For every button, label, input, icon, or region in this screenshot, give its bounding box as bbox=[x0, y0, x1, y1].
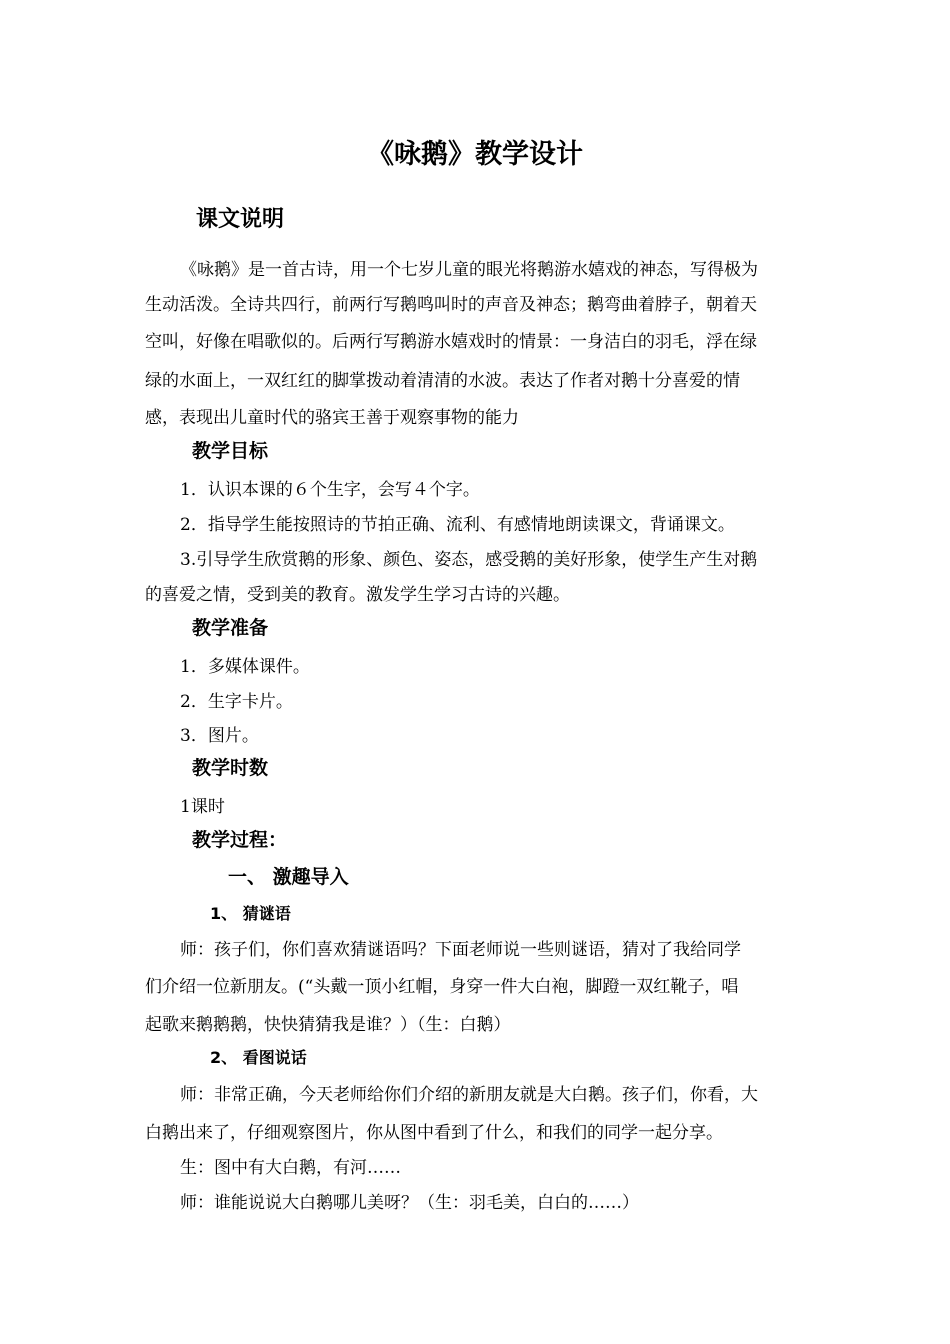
process-part-heading: 一、 激趣导入 bbox=[228, 866, 349, 888]
paragraph-line: 感，表现出儿童时代的骆宾王善于观察事物的能力 bbox=[145, 408, 519, 428]
heading-teaching-process: 教学过程： bbox=[192, 829, 288, 851]
heading-teaching-hours: 教学时数 bbox=[192, 757, 269, 779]
goal-item: 2．指导学生能按照诗的节拍正确、流利、有感情地朗读课文，背诵课文。 bbox=[180, 515, 735, 535]
goal-item: 3.引导学生欣赏鹅的形象、颜色、姿态，感受鹅的美好形象，使学生产生对鹅 bbox=[180, 550, 758, 570]
heading-teaching-goals: 教学目标 bbox=[192, 440, 269, 462]
step-heading-picture-talk: 2、 看图说话 bbox=[210, 1048, 307, 1067]
dialogue-line: 起歌来鹅鹅鹅，快快猜猜我是谁？）（生：白鹅） bbox=[145, 1015, 511, 1035]
dialogue-line: 生：图中有大白鹅，有河…… bbox=[180, 1158, 401, 1178]
step-heading-riddle: 1、 猜谜语 bbox=[210, 904, 291, 923]
prep-item: 1．多媒体课件。 bbox=[180, 657, 310, 677]
dialogue-line: 们介绍一位新朋友。(“头戴一顶小红帽，身穿一件大白袍，脚蹬一双红靴子，唱 bbox=[145, 977, 739, 997]
page-title: 《咏鹅》教学设计 bbox=[367, 139, 583, 170]
dialogue-line: 师：孩子们，你们喜欢猜谜语吗？下面老师说一些则谜语，猜对了我给同学 bbox=[180, 940, 741, 960]
dialogue-line: 师：非常正确，今天老师给你们介绍的新朋友就是大白鹅。孩子们，你看，大 bbox=[180, 1085, 758, 1105]
paragraph-line: 生动活泼。全诗共四行，前两行写鹅鸣叫时的声音及神态；鹅弯曲着脖子，朝着天 bbox=[145, 295, 757, 315]
goal-item: 1．认识本课的６个生字，会写４个字。 bbox=[180, 480, 480, 500]
prep-item: 3．图片。 bbox=[180, 726, 259, 746]
paragraph-line: 绿的水面上，一双红红的脚掌拨动着清清的水波。表达了作者对鹅十分喜爱的情 bbox=[145, 371, 740, 391]
paragraph-line: 《咏鹅》是一首古诗，用一个七岁儿童的眼光将鹅游水嬉戏的神态，写得极为 bbox=[180, 260, 758, 280]
dialogue-line: 师：谁能说说大白鹅哪儿美呀？（生：羽毛美，白白的……） bbox=[180, 1193, 639, 1213]
paragraph-line: 空叫，好像在唱歌似的。后两行写鹅游水嬉戏时的情景：一身洁白的羽毛，浮在绿 bbox=[145, 332, 757, 352]
dialogue-line: 白鹅出来了，仔细观察图片，你从图中看到了什么，和我们的同学一起分享。 bbox=[145, 1123, 723, 1143]
hours-value: 1课时 bbox=[180, 797, 225, 817]
goal-item: 的喜爱之情，受到美的教育。激发学生学习古诗的兴趣。 bbox=[145, 585, 570, 605]
heading-lesson-description: 课文说明 bbox=[196, 207, 285, 232]
prep-item: 2．生字卡片。 bbox=[180, 692, 293, 712]
heading-teaching-prep: 教学准备 bbox=[192, 617, 269, 639]
